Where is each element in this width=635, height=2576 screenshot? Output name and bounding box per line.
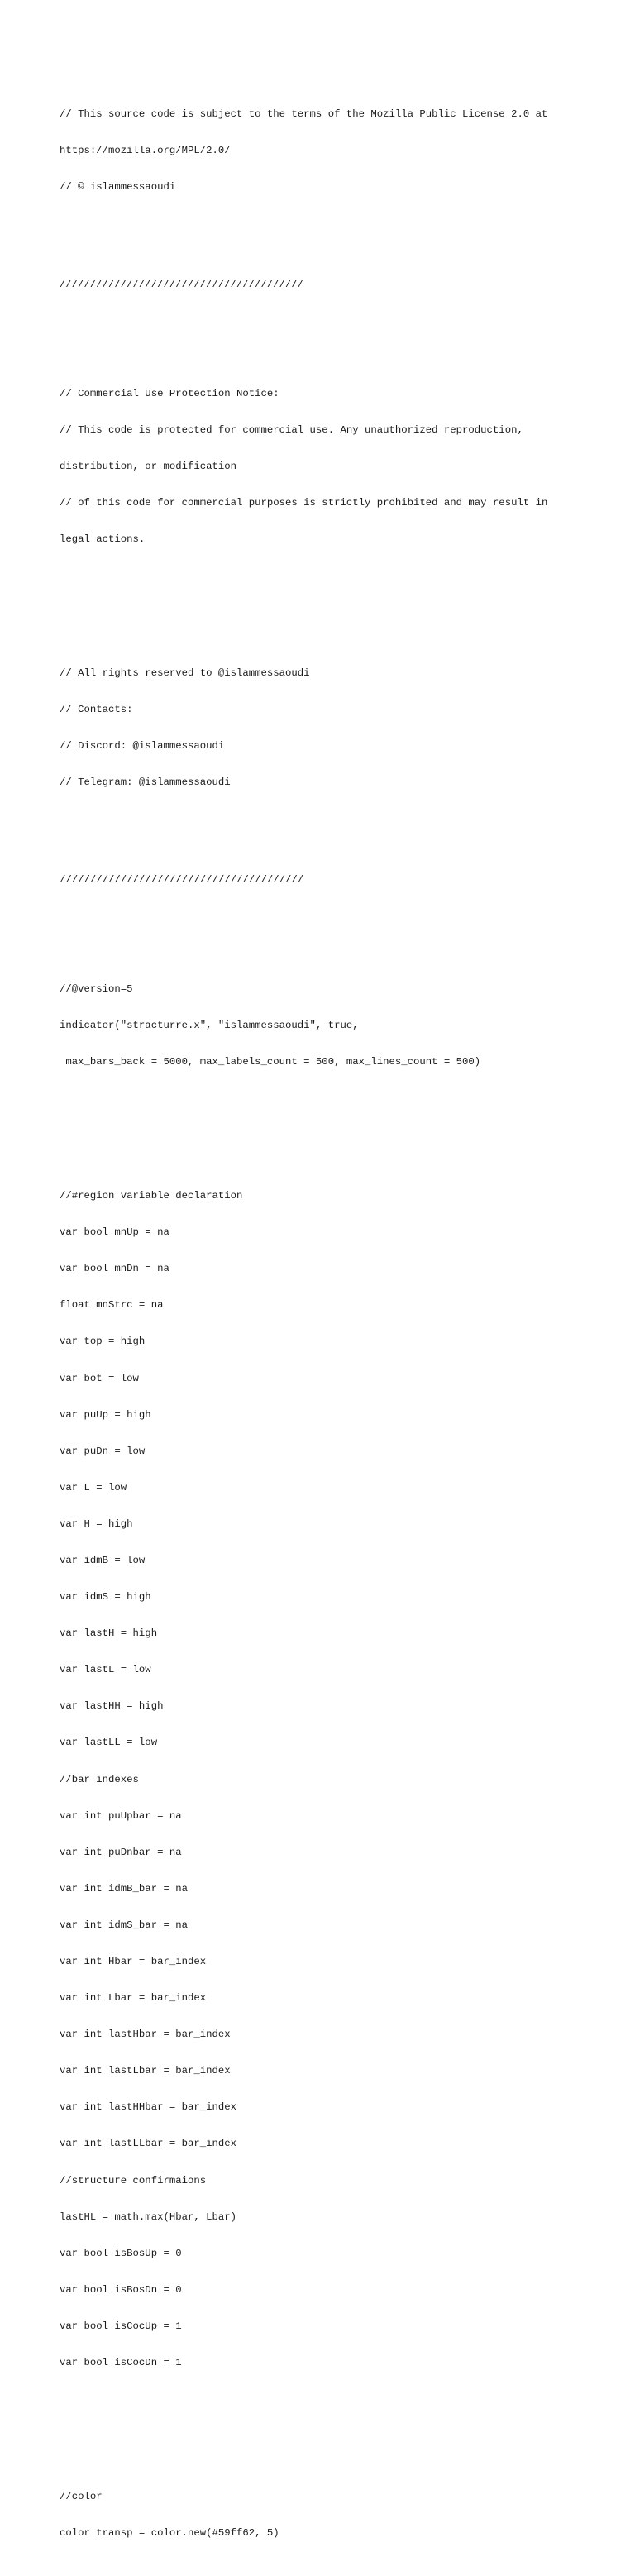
code-line: var puDn = low bbox=[60, 1445, 146, 1457]
code-line: //structure confirmaions bbox=[60, 2174, 207, 2186]
code-line: var bool isBosDn = 0 bbox=[60, 2283, 182, 2296]
color-section bbox=[60, 2466, 572, 2564]
blank-line bbox=[60, 838, 572, 850]
code-line: var int lastHbar = bar_index bbox=[60, 2029, 231, 2041]
code-line: var lastHH = high bbox=[60, 1700, 164, 1713]
separator-line: //////////////////////////////////////// bbox=[60, 278, 304, 290]
code-line: //color bbox=[60, 2490, 103, 2502]
commercial-notice bbox=[60, 363, 572, 570]
code-line: var int Lbar = bar_index bbox=[60, 1992, 207, 2005]
code-line: var L = low bbox=[60, 1481, 127, 1494]
code-line: var bool mnDn = na bbox=[60, 1263, 169, 1275]
code-line: var H = high bbox=[60, 1517, 133, 1530]
code-line: var int lastHHbar = bar_index bbox=[60, 2101, 237, 2114]
code-line: var idmB = low bbox=[60, 1554, 146, 1566]
blank-line bbox=[60, 242, 572, 255]
code-line: // Commercial Use Protection Notice: bbox=[60, 387, 279, 399]
code-line: var int lastLLbar = bar_index bbox=[60, 2138, 237, 2150]
license-header bbox=[60, 84, 572, 217]
code-document bbox=[60, 60, 572, 2576]
blank-line bbox=[60, 315, 572, 327]
code-line: var puUp = high bbox=[60, 1408, 151, 1421]
code-line: max_bars_back = 5000, max_labels_count = 500, max_lines_count = 500) bbox=[60, 1056, 481, 1068]
blank-line bbox=[60, 910, 572, 923]
code-line: var bool isCocUp = 1 bbox=[60, 2320, 182, 2332]
code-line: float mnStrc = na bbox=[60, 1299, 164, 1312]
code-line: var lastH = high bbox=[60, 1627, 158, 1640]
code-line: var idmS = high bbox=[60, 1591, 151, 1603]
blank-line bbox=[60, 2418, 572, 2430]
code-line: // of this code for commercial purposes is strictly prohibited and may result in bbox=[60, 497, 548, 509]
blank-line bbox=[60, 595, 572, 607]
code-line: // Discord: @islammessaoudi bbox=[60, 740, 225, 753]
variable-declarations bbox=[60, 1166, 572, 2394]
code-line: https://mozilla.org/MPL/2.0/ bbox=[60, 144, 231, 156]
code-line: // © islammessaoudi bbox=[60, 181, 176, 193]
code-line: var bool isCocDn = 1 bbox=[60, 2357, 182, 2369]
code-line: var lastL = low bbox=[60, 1664, 151, 1676]
code-line: //#region variable declaration bbox=[60, 1190, 243, 1202]
code-line: // This source code is subject to the terms of the Mozilla Public License 2.0 at bbox=[60, 108, 548, 120]
code-line: var bot = low bbox=[60, 1372, 139, 1384]
code-line: //@version=5 bbox=[60, 983, 133, 996]
code-line: var int puDnbar = na bbox=[60, 1846, 182, 1858]
contacts-block bbox=[60, 643, 572, 814]
code-line: var bool mnUp = na bbox=[60, 1226, 169, 1239]
code-line: lastHL = math.max(Hbar, Lbar) bbox=[60, 2210, 237, 2223]
code-line: color transp = color.new(#59ff62, 5) bbox=[60, 2526, 279, 2539]
code-line: //bar indexes bbox=[60, 1773, 139, 1785]
code-line: var int lastLbar = bar_index bbox=[60, 2065, 231, 2077]
code-line: var int puUpbar = na bbox=[60, 1809, 182, 1822]
code-line: // Telegram: @islammessaoudi bbox=[60, 777, 231, 789]
code-line: var int idmS_bar = na bbox=[60, 1919, 188, 1931]
code-line: // Contacts: bbox=[60, 704, 133, 716]
code-line: // All rights reserved to @islammessaoudi bbox=[60, 667, 310, 679]
separator-line: //////////////////////////////////////// bbox=[60, 873, 304, 886]
code-line: // This code is protected for commercial use. Any unauthorized reproduction, bbox=[60, 423, 523, 436]
code-line: var top = high bbox=[60, 1336, 146, 1348]
code-line: var lastLL = low bbox=[60, 1737, 158, 1749]
code-line: indicator("stracturre.x", "islammessaoudi", true, bbox=[60, 1020, 359, 1032]
code-line: legal actions. bbox=[60, 533, 146, 546]
code-line: var bool isBosUp = 0 bbox=[60, 2247, 182, 2259]
code-line: distribution, or modification bbox=[60, 461, 237, 473]
blank-line bbox=[60, 1117, 572, 1130]
indicator-declaration bbox=[60, 959, 572, 1093]
code-line: var int idmB_bar = na bbox=[60, 1882, 188, 1895]
code-line: var int Hbar = bar_index bbox=[60, 1956, 207, 1967]
